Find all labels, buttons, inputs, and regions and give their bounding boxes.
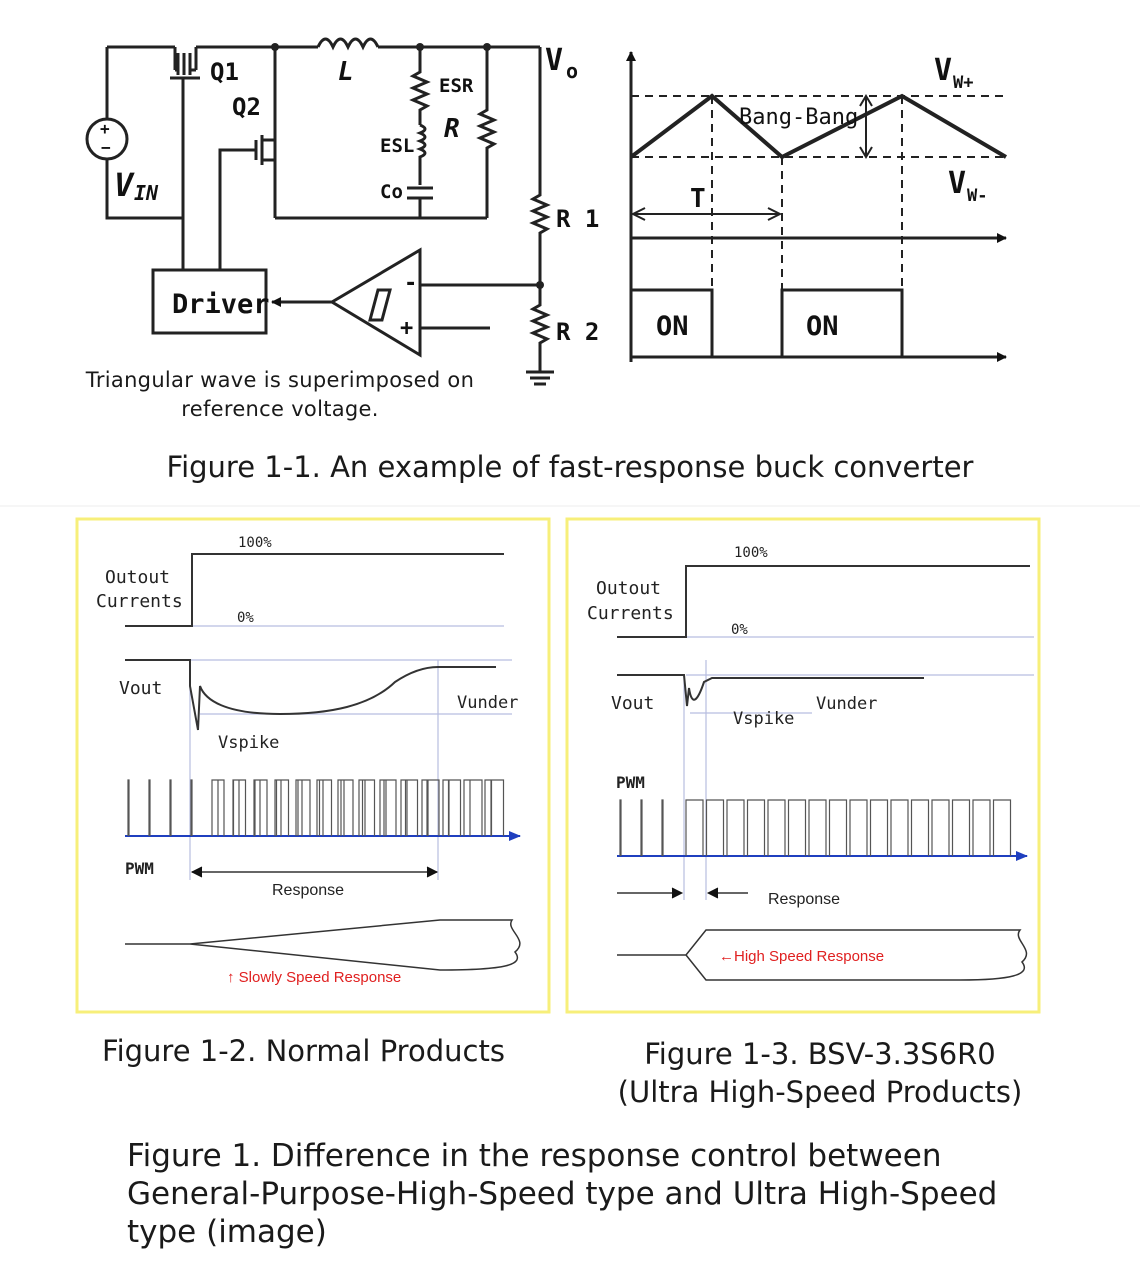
figure-1-1-caption: Figure 1-1. An example of fast-response buck converter — [166, 450, 974, 484]
ultra-vout-label: Vout — [611, 693, 655, 714]
ultra-outout-label: Outout — [596, 578, 662, 599]
junction-dot — [416, 43, 424, 51]
normal-pwm-label: PWM — [125, 859, 154, 878]
esl-coil-symbol — [420, 125, 425, 185]
r1-resistor-symbol — [533, 47, 547, 285]
bang-bang-label: Bang-Bang — [739, 105, 859, 130]
r2-resistor-symbol — [533, 285, 547, 372]
normal-guide-lines — [125, 626, 512, 880]
q2-label: Q2 — [232, 93, 261, 121]
figure-1-3-caption-line-2: (Ultra High-Speed Products) — [617, 1075, 1023, 1109]
ultra-vunder-label: Vunder — [816, 694, 878, 714]
vw-minus-subscript: W- — [967, 186, 988, 206]
vin-minus-label: − — [101, 138, 111, 157]
ultra-response-arrowheads — [672, 888, 718, 898]
driver-label: Driver — [172, 289, 270, 320]
figure-1-3-caption-line-1: Figure 1-3. BSV-3.3S6R0 — [644, 1037, 996, 1071]
vw-plus-label: V — [934, 53, 953, 88]
ultra-products-diagram — [617, 566, 1034, 980]
vin-plus-label: + — [100, 119, 110, 138]
r-load-resistor-symbol — [480, 47, 494, 218]
co-capacitor-symbol — [407, 188, 433, 218]
inductor-symbol — [318, 39, 378, 47]
ultra-response-label: Response — [768, 891, 841, 908]
r-load-label: R — [444, 114, 460, 144]
vw-plus-subscript: W+ — [953, 73, 974, 93]
figure-1-caption — [127, 1137, 1027, 1251]
r1-label: R 1 — [556, 205, 600, 233]
junction-dot — [483, 43, 491, 51]
junction-dot — [536, 281, 544, 289]
figure-1-caption-line-1: Figure 1. Difference in the response control between — [127, 1138, 942, 1174]
ultra-100pct-label: 100% — [734, 545, 768, 561]
esr-resistor-symbol — [413, 47, 427, 125]
ultra-pwm-label: PWM — [616, 773, 645, 792]
figure-1-caption-line-3: type (image) — [127, 1214, 327, 1250]
period-label: T — [690, 184, 706, 214]
q1-label: Q1 — [210, 58, 239, 86]
normal-products-diagram — [125, 554, 520, 970]
triangle-wave-symbol — [370, 290, 390, 320]
vo-subscript: o — [566, 59, 579, 83]
ultra-0pct-label: 0% — [731, 622, 748, 638]
ultra-vout-trace — [617, 675, 924, 706]
ultra-pwm-pulses — [620, 800, 1011, 856]
comparator-plus-label: + — [400, 316, 414, 341]
normal-labels — [96, 535, 518, 986]
normal-response-band — [125, 920, 520, 970]
figure-1-2-caption: Figure 1-2. Normal Products — [102, 1034, 505, 1068]
vw-minus-label: V — [948, 166, 967, 201]
normal-output-current-trace — [125, 554, 504, 626]
triangular-wave-note — [60, 366, 500, 424]
esl-label: ESL — [380, 135, 415, 157]
r2-label: R 2 — [556, 318, 600, 346]
junction-dots — [271, 43, 544, 289]
co-label: Co — [380, 181, 403, 203]
vin-subscript: IN — [134, 181, 159, 205]
junction-dot — [271, 43, 279, 51]
normal-vout-label: Vout — [119, 678, 163, 699]
q1-mosfet-symbol — [175, 47, 196, 75]
normal-100pct-label: 100% — [238, 535, 272, 551]
vin-label: V — [114, 166, 134, 204]
ultra-vspike-label: Vspike — [733, 709, 795, 729]
normal-speed-note: ↑ Slowly Speed Response — [227, 969, 402, 986]
vo-label: V — [545, 43, 564, 78]
ultra-guide-lines — [617, 637, 1034, 900]
inductor-label: L — [338, 57, 354, 87]
normal-currents-label: Currents — [96, 591, 183, 612]
ground-symbol — [526, 372, 554, 384]
ultra-currents-label: Currents — [587, 603, 674, 624]
ultra-output-current-trace — [617, 566, 1030, 637]
figure-1-caption-line-2: General-Purpose-High-Speed type and Ultra High-Speed — [127, 1176, 998, 1212]
normal-outout-label: Outout — [105, 567, 171, 588]
ultra-speed-note: ←High Speed Response — [719, 948, 885, 965]
comparator-minus-label: - — [404, 271, 418, 296]
on-label-1: ON — [656, 311, 689, 342]
normal-response-label: Response — [272, 882, 345, 899]
ultra-labels — [587, 545, 884, 965]
circuit-labels — [100, 43, 599, 346]
normal-0pct-label: 0% — [237, 610, 254, 626]
note-line-2: reference voltage. — [181, 397, 379, 421]
normal-vout-trace — [125, 660, 496, 730]
esr-label: ESR — [439, 75, 474, 97]
normal-vunder-label: Vunder — [457, 693, 519, 713]
normal-pwm-pulses — [128, 780, 504, 836]
note-line-1: Triangular wave is superimposed on — [85, 368, 475, 392]
normal-vspike-label: Vspike — [218, 733, 280, 753]
buck-converter-circuit — [87, 39, 554, 384]
on-label-2: ON — [806, 311, 839, 342]
